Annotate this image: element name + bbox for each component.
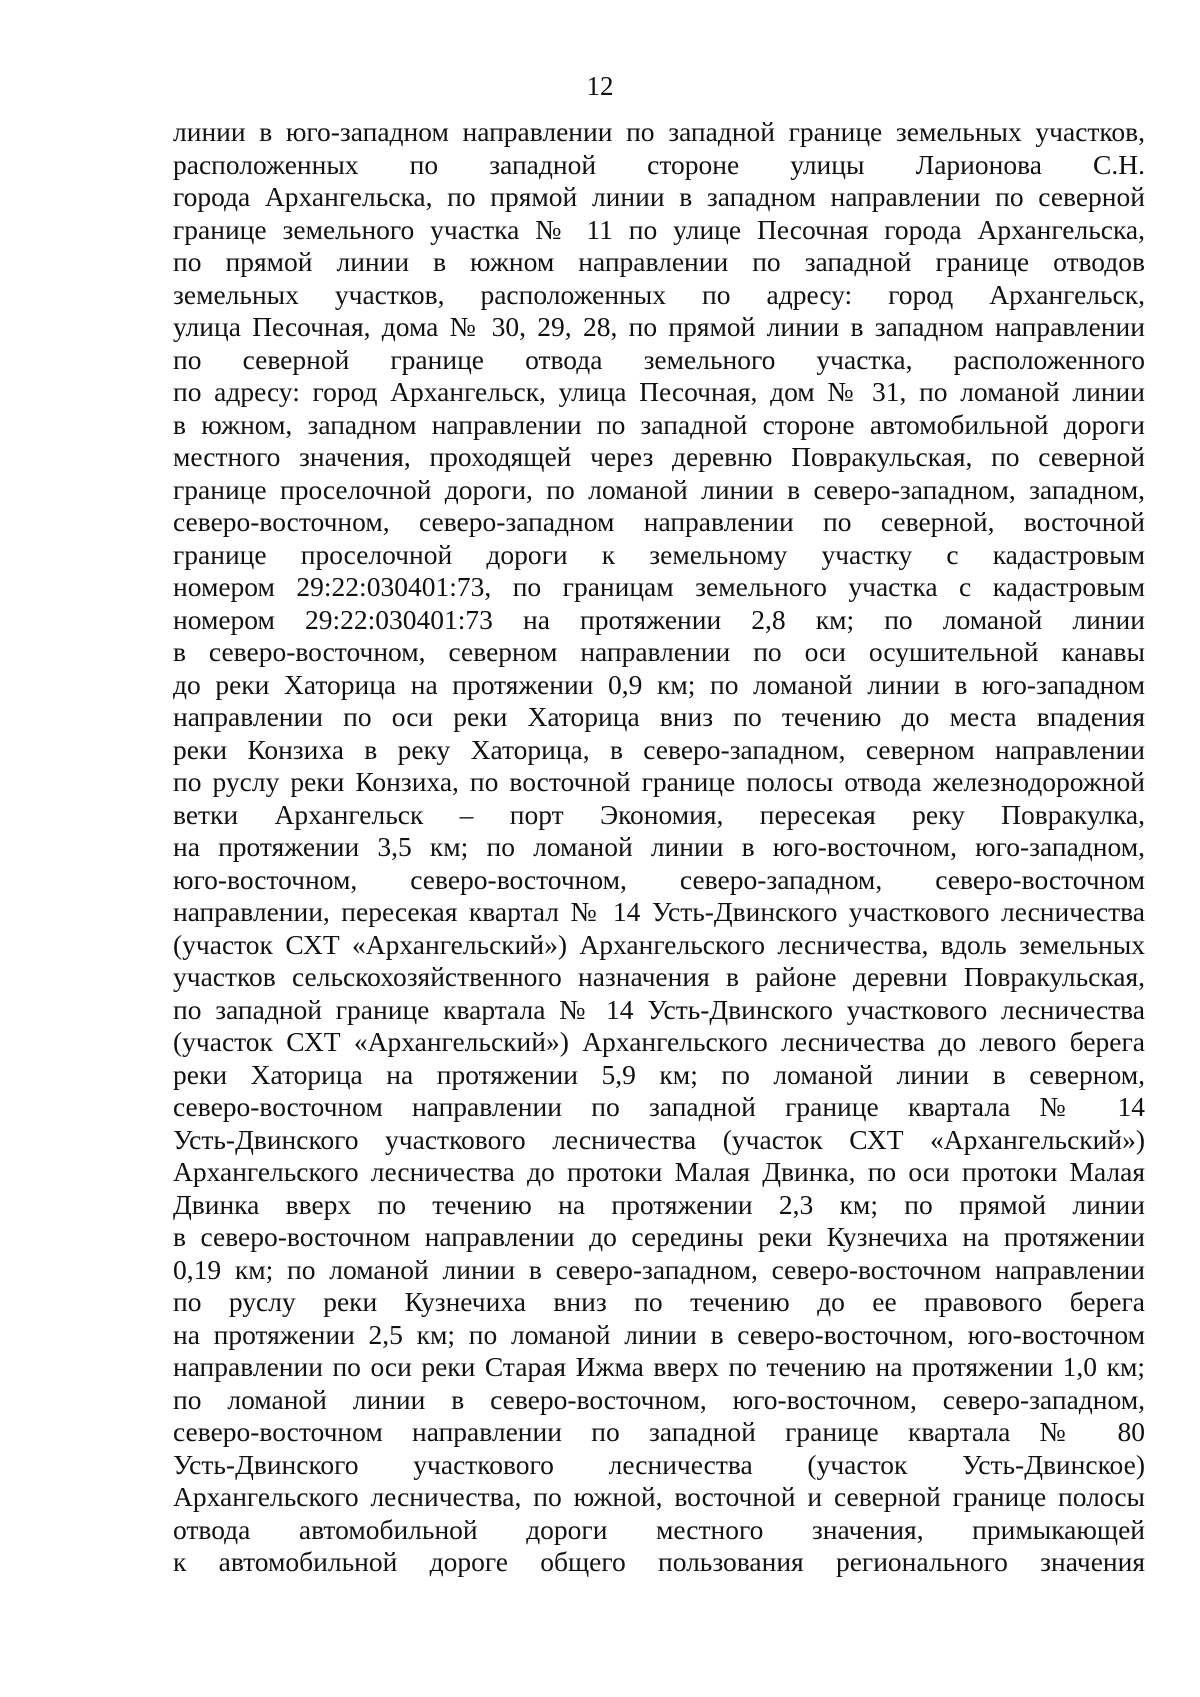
- body-text: [173, 116, 1145, 1579]
- text-line: отвода автомобильной дороги местного значения, примыкающей: [173, 1513, 1145, 1545]
- text-line: по руслу реки Кузнечиха вниз по течению до ее правового берега: [173, 1286, 1145, 1317]
- text-line: участков сельскохозяйственного назначения в районе деревни Повракульская,: [173, 961, 1145, 992]
- text-line: на протяжении 2,5 км; по ломаной линии в северо-восточном, юго-восточном: [173, 1318, 1145, 1350]
- text-line: реки Конзиха в реку Хаторица, в северо-западном, северном направлении: [173, 733, 1145, 765]
- text-line: по руслу реки Конзиха, по восточной границе полосы отвода железнодорожной: [173, 766, 1145, 797]
- text-line: по ломаной линии в северо-восточном, юго-восточном, северо-западном,: [173, 1383, 1145, 1415]
- text-line: Архангельского лесничества, по южной, восточной и северной границе полосы: [173, 1481, 1145, 1512]
- page-number: 12: [586, 71, 614, 101]
- text-line: юго-восточном, северо-восточном, северо-западном, северо-восточном: [173, 863, 1145, 895]
- text-line: Усть-Двинского участкового лесничества (участок СХТ «Архангельский»): [173, 1123, 1145, 1155]
- text-line: (участок СХТ «Архангельский») Архангельского лесничества до левого берега: [173, 1026, 1145, 1057]
- text-line: 0,19 км; по ломаной линии в северо-западном, северо-восточном направлении: [173, 1253, 1145, 1285]
- text-line: по северной границе отвода земельного участка, расположенного: [173, 343, 1145, 375]
- text-line: направлении, пересекая квартал № 14 Усть-Двинского участкового лесничества: [173, 896, 1145, 927]
- text-line: направлении по оси реки Хаторица вниз по течению до места впадения: [173, 701, 1145, 732]
- text-line: на протяжении 3,5 км; по ломаной линии в юго-восточном, юго-западном,: [173, 831, 1145, 862]
- text-line: линии в юго-западном направлении по западной границе земельных участков,: [173, 116, 1145, 147]
- text-line: земельных участков, расположенных по адресу: город Архангельск,: [173, 278, 1145, 310]
- text-line: в северо-восточном, северном направлении по оси осушительной канавы: [173, 636, 1145, 667]
- text-line: границе проселочной дороги к земельному участку с кадастровым: [173, 538, 1145, 570]
- text-line: в северо-восточном направлении до середины реки Кузнечиха на протяжении: [173, 1221, 1145, 1252]
- text-line: Архангельского лесничества до протоки Малая Двинка, по оси протоки Малая: [173, 1156, 1145, 1187]
- text-line: направлении по оси реки Старая Ижма вверх по течению на протяжении 1,0 км;: [173, 1351, 1145, 1382]
- text-line: ветки Архангельск – порт Экономия, пересекая реку Повракулка,: [173, 798, 1145, 830]
- text-line: до реки Хаторица на протяжении 0,9 км; по ломаной линии в юго-западном: [173, 668, 1145, 700]
- text-line: границе земельного участка № 11 по улице Песочная города Архангельска,: [173, 213, 1145, 245]
- text-line: северо-восточном направлении по западной границе квартала № 80: [173, 1416, 1145, 1447]
- text-line: расположенных по западной стороне улицы Ларионова С.Н.: [173, 148, 1145, 180]
- text-line: Двинка вверх по течению на протяжении 2,3 км; по прямой линии: [173, 1188, 1145, 1220]
- text-line: города Архангельска, по прямой линии в западном направлении по северной: [173, 181, 1145, 212]
- text-line: северо-восточном направлении по западной границе квартала № 14: [173, 1091, 1145, 1122]
- text-line: Усть-Двинского участкового лесничества (участок Усть-Двинское): [173, 1448, 1145, 1480]
- text-line: местного значения, проходящей через деревню Повракульская, по северной: [173, 441, 1145, 472]
- text-line: номером 29:22:030401:73, по границам земельного участка с кадастровым: [173, 571, 1145, 602]
- text-line: в южном, западном направлении по западной стороне автомобильной дороги: [173, 408, 1145, 440]
- text-line: границе проселочной дороги, по ломаной линии в северо-западном, западном,: [173, 473, 1145, 505]
- text-line: номером 29:22:030401:73 на протяжении 2,8 км; по ломаной линии: [173, 603, 1145, 635]
- text-line: северо-восточном, северо-западном направлении по северной, восточной: [173, 506, 1145, 537]
- text-line: реки Хаторица на протяжении 5,9 км; по ломаной линии в северном,: [173, 1058, 1145, 1090]
- text-line: к автомобильной дороге общего пользования регионального значения: [173, 1546, 1145, 1577]
- text-line: по западной границе квартала № 14 Усть-Двинского участкового лесничества: [173, 993, 1145, 1025]
- text-line: по прямой линии в южном направлении по западной границе отводов: [173, 246, 1145, 277]
- text-line: по адресу: город Архангельск, улица Песочная, дом № 31, по ломаной линии: [173, 376, 1145, 407]
- text-line: (участок СХТ «Архангельский») Архангельского лесничества, вдоль земельных: [173, 928, 1145, 960]
- text-line: улица Песочная, дома № 30, 29, 28, по прямой линии в западном направлении: [173, 311, 1145, 342]
